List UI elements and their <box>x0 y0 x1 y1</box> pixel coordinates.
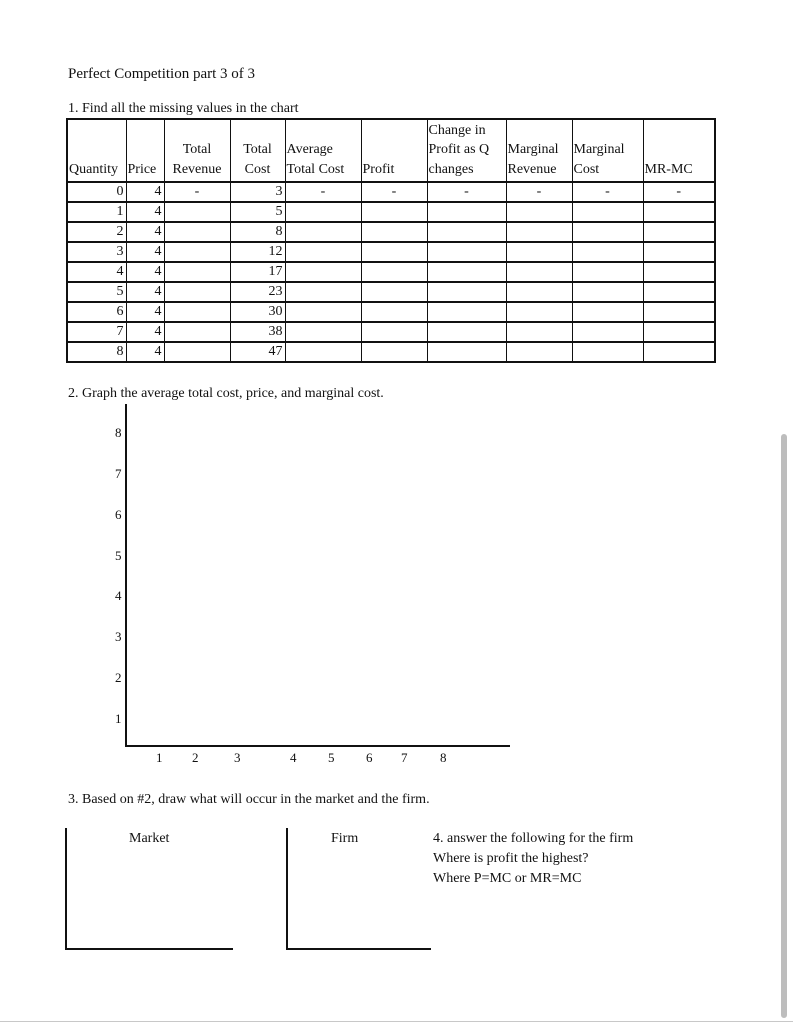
y-tick-label: 7 <box>115 466 122 481</box>
market-graph-x-axis <box>65 948 233 950</box>
table-cell: 12 <box>230 242 285 262</box>
table-cell[interactable] <box>427 302 506 322</box>
table-cell[interactable] <box>572 302 643 322</box>
table-cell: 4 <box>126 222 164 242</box>
table-cell[interactable] <box>285 282 361 302</box>
market-label: Market <box>129 831 170 846</box>
table-cell[interactable] <box>572 322 643 342</box>
table-cell: - <box>506 182 572 202</box>
table-cell[interactable] <box>361 242 427 262</box>
table-cell[interactable] <box>285 322 361 342</box>
x-tick-label: 7 <box>401 750 408 765</box>
table-cell: 2 <box>67 222 126 242</box>
q4-question-profit: Where is profit the highest? <box>433 851 589 866</box>
x-tick-label: 3 <box>234 750 241 765</box>
table-cell[interactable] <box>506 202 572 222</box>
page-bottom-border <box>0 1021 793 1022</box>
table-cell[interactable] <box>361 282 427 302</box>
x-tick-label: 4 <box>290 750 297 765</box>
table-cell[interactable] <box>506 262 572 282</box>
column-header: Average Total Cost <box>285 119 361 182</box>
table-cell[interactable] <box>506 282 572 302</box>
table-cell[interactable] <box>164 282 230 302</box>
table-cell: - <box>164 182 230 202</box>
table-cell[interactable] <box>643 282 715 302</box>
table-cell[interactable] <box>572 202 643 222</box>
firm-graph-y-axis <box>286 828 288 950</box>
table-cell[interactable] <box>361 202 427 222</box>
table-cell: 6 <box>67 302 126 322</box>
worksheet-table <box>66 118 716 363</box>
table-row <box>67 302 715 322</box>
table-cell[interactable] <box>643 302 715 322</box>
q3-instruction: 3. Based on #2, draw what will occur in the market and the firm. <box>68 792 430 807</box>
table-cell: - <box>361 182 427 202</box>
table-cell[interactable] <box>643 262 715 282</box>
x-tick-label: 5 <box>328 750 335 765</box>
column-header: Marginal Cost <box>572 119 643 182</box>
x-tick-label: 1 <box>156 750 163 765</box>
table-cell: 5 <box>230 202 285 222</box>
table-cell: - <box>643 182 715 202</box>
graph-x-axis <box>125 745 510 747</box>
x-tick-label: 2 <box>192 750 199 765</box>
table-cell[interactable] <box>427 242 506 262</box>
table-row <box>67 262 715 282</box>
table-row <box>67 322 715 342</box>
table-row <box>67 182 715 202</box>
table-cell: - <box>427 182 506 202</box>
table-cell[interactable] <box>643 342 715 362</box>
table-row <box>67 242 715 262</box>
graph-y-axis <box>125 404 127 747</box>
table-cell[interactable] <box>427 202 506 222</box>
column-header: Change in Profit as Q changes <box>427 119 506 182</box>
column-header: MR-MC <box>643 119 715 182</box>
table-cell: 38 <box>230 322 285 342</box>
table-cell[interactable] <box>643 242 715 262</box>
table-cell[interactable] <box>361 302 427 322</box>
table-cell: 47 <box>230 342 285 362</box>
table-cell: 4 <box>126 282 164 302</box>
page-title: Perfect Competition part 3 of 3 <box>68 66 256 82</box>
table-cell[interactable] <box>506 322 572 342</box>
table-cell[interactable] <box>285 302 361 322</box>
q1-instruction: 1. Find all the missing values in the chart <box>68 101 299 116</box>
table-cell[interactable] <box>361 262 427 282</box>
market-graph-y-axis <box>65 828 67 950</box>
q4-heading: 4. answer the following for the firm <box>433 831 634 846</box>
table-cell[interactable] <box>164 262 230 282</box>
column-header: Quantity <box>67 119 126 182</box>
table-cell[interactable] <box>427 282 506 302</box>
table-cell: - <box>572 182 643 202</box>
column-header: Price <box>126 119 164 182</box>
table-cell[interactable] <box>285 262 361 282</box>
table-cell[interactable] <box>164 202 230 222</box>
table-cell[interactable] <box>427 222 506 242</box>
table-cell[interactable] <box>361 222 427 242</box>
table-cell: 4 <box>126 322 164 342</box>
y-tick-label: 3 <box>115 629 122 644</box>
table-cell[interactable] <box>572 262 643 282</box>
table-cell[interactable] <box>285 202 361 222</box>
table-cell: 0 <box>67 182 126 202</box>
column-header: Marginal Revenue <box>506 119 572 182</box>
table-row <box>67 202 715 222</box>
y-tick-label: 1 <box>115 711 122 726</box>
table-cell[interactable] <box>164 242 230 262</box>
table-cell[interactable] <box>427 322 506 342</box>
table-cell: 8 <box>230 222 285 242</box>
table-cell[interactable] <box>285 222 361 242</box>
table-cell[interactable] <box>164 342 230 362</box>
table-cell[interactable] <box>285 242 361 262</box>
table-cell[interactable] <box>361 342 427 362</box>
y-tick-label: 5 <box>115 548 122 563</box>
q2-instruction: 2. Graph the average total cost, price, and marginal cost. <box>68 386 384 401</box>
table-cell[interactable] <box>643 322 715 342</box>
table-cell: 23 <box>230 282 285 302</box>
table-cell[interactable] <box>164 302 230 322</box>
table-cell[interactable] <box>506 302 572 322</box>
y-tick-label: 8 <box>115 425 122 440</box>
table-header-row <box>67 119 715 182</box>
table-row <box>67 222 715 242</box>
table-cell: 4 <box>126 262 164 282</box>
table-cell[interactable] <box>506 222 572 242</box>
table-cell[interactable] <box>572 242 643 262</box>
table-cell[interactable] <box>572 342 643 362</box>
column-header: Total Revenue <box>164 119 230 182</box>
table-row <box>67 282 715 302</box>
table-cell: 1 <box>67 202 126 222</box>
table-cell[interactable] <box>572 282 643 302</box>
table-cell[interactable] <box>506 242 572 262</box>
table-cell[interactable] <box>572 222 643 242</box>
table-cell[interactable] <box>427 342 506 362</box>
table-cell: 30 <box>230 302 285 322</box>
firm-label: Firm <box>331 831 359 846</box>
table-cell[interactable] <box>427 262 506 282</box>
table-cell[interactable] <box>643 202 715 222</box>
table-cell: 4 <box>126 302 164 322</box>
table-cell[interactable] <box>285 342 361 362</box>
y-tick-label: 2 <box>115 670 122 685</box>
table-cell[interactable] <box>164 322 230 342</box>
column-header: Total Cost <box>230 119 285 182</box>
table-cell: 5 <box>67 282 126 302</box>
x-tick-label: 8 <box>440 750 447 765</box>
table-cell: 4 <box>126 202 164 222</box>
column-header: Profit <box>361 119 427 182</box>
table-cell: 3 <box>67 242 126 262</box>
table-cell: 8 <box>67 342 126 362</box>
scrollbar-thumb[interactable] <box>781 434 787 1018</box>
table-cell: 4 <box>126 242 164 262</box>
table-cell[interactable] <box>361 322 427 342</box>
table-cell[interactable] <box>164 222 230 242</box>
y-tick-label: 4 <box>115 588 122 603</box>
table-cell: 4 <box>126 342 164 362</box>
table-cell: 4 <box>126 182 164 202</box>
y-tick-label: 6 <box>115 507 122 522</box>
table-cell: 17 <box>230 262 285 282</box>
table-cell[interactable] <box>506 342 572 362</box>
table-cell: 4 <box>67 262 126 282</box>
table-row <box>67 342 715 362</box>
x-tick-label: 6 <box>366 750 373 765</box>
table-cell: 3 <box>230 182 285 202</box>
table-cell: - <box>285 182 361 202</box>
table-cell[interactable] <box>643 222 715 242</box>
table-cell: 7 <box>67 322 126 342</box>
q4-question-pmc: Where P=MC or MR=MC <box>433 871 582 886</box>
firm-graph-x-axis <box>286 948 431 950</box>
